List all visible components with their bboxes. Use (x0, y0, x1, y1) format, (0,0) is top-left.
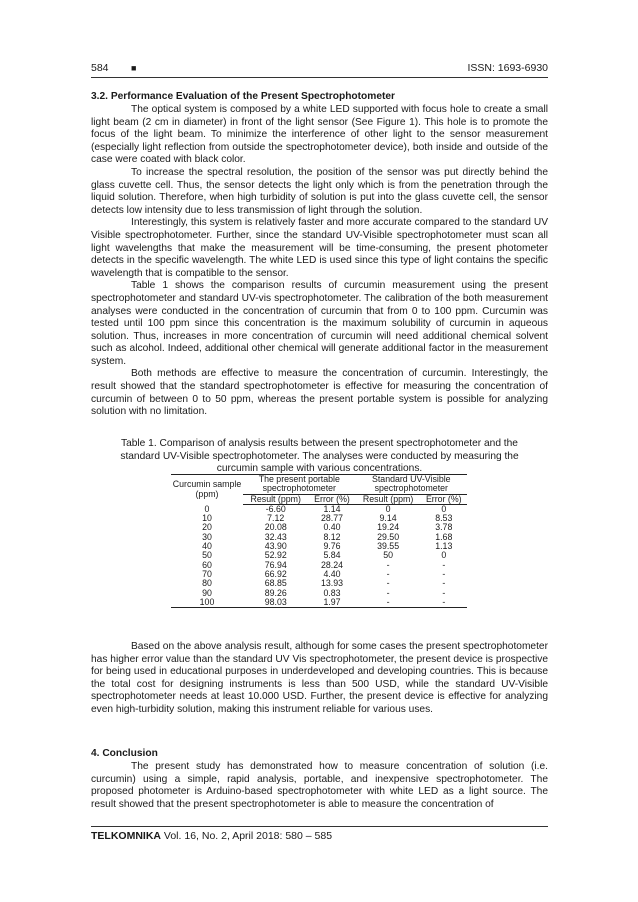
section-3-2-body (91, 104, 548, 419)
table-cell: - (386, 578, 390, 589)
after-table-body (91, 641, 548, 717)
table-body (171, 504, 467, 607)
table-cell: - (442, 587, 446, 598)
table-cell: - (442, 578, 446, 589)
table-cell: 5.84 (323, 550, 341, 561)
table-cell: 100 (171, 598, 243, 608)
journal-name: TELKOMNIKA (91, 830, 161, 842)
section-heading-conclusion: 4. Conclusion (91, 748, 158, 759)
table-row (171, 589, 467, 598)
table-row (171, 542, 467, 551)
paragraph-both-methods: Both methods are effective to measure the concentration of curcumin. Interestingly, the result showed that the standard spectrophotometer is effective for measuring the concentration of curcumin of between 0 to 50 ppm, whereas the present portable system is possible for analyzing solution with no limitation. (91, 368, 548, 418)
table-row (171, 533, 467, 542)
table-cell: 0 (441, 503, 447, 514)
table-cell: - (386, 559, 390, 570)
table-cell: 0 (441, 550, 447, 561)
table-row (171, 561, 467, 570)
table-cell: 50 (202, 550, 212, 561)
table-row (171, 514, 467, 523)
table-cell: 52.92 (264, 550, 287, 561)
paragraph-spectral-resolution: To increase the spectral resolution, the position of the sensor was put directly behind the glass cuvette cell. Thus, the sensor detects the light only which is from the penetration through the liquid solution. Therefore, when high turbidity of solution is put into the glass cuvette cell, the sensor detects low intensity due to less transmission of light through the solution. (91, 166, 548, 216)
table-cell: 4.40 (323, 568, 341, 579)
table-cell: 0 (204, 503, 210, 514)
table-cell: 76.94 (264, 559, 287, 570)
table-cell: 43.90 (264, 541, 287, 552)
sub-header-result: Result (ppm) (243, 494, 308, 504)
table-row (171, 598, 467, 608)
paragraph-optical-system: The optical system is composed by a white LED supported with focus hole to create a small light beam (2 cm in diameter) in front of the light sensor (See Figure 1). This hole is to promote the focus of the light beam. To minimize the interference of other light to the sensor measurement (especially light reflection from outside the spectrophotometer device), both inside and outside of the case were coated with black color. (91, 104, 548, 166)
journal-citation: Vol. 16, No. 2, April 2018: 580 – 585 (163, 830, 333, 842)
table-cell: 9.76 (323, 541, 341, 552)
page-footer (91, 830, 332, 842)
table-cell: - (386, 587, 390, 598)
table-cell: 39.55 (377, 541, 400, 552)
page-number: 584 (91, 62, 109, 74)
table-cell: 60 (202, 559, 212, 570)
table-cell: 30 (202, 531, 212, 542)
table-cell: 3.78 (435, 522, 453, 533)
table-cell: 89.26 (264, 587, 287, 598)
table-row (171, 523, 467, 532)
table-cell: - (442, 559, 446, 570)
conclusion-body (91, 761, 548, 811)
table-row (171, 570, 467, 579)
table-cell: 1.97 (308, 598, 355, 608)
table-cell: 20.08 (264, 522, 287, 533)
table-cell: 0.83 (323, 587, 341, 598)
table-row (171, 579, 467, 588)
table-cell: 1.68 (435, 531, 453, 542)
comparison-table (171, 474, 467, 608)
table-cell: 9.14 (379, 513, 397, 524)
table-cell: -6.60 (265, 503, 286, 514)
table-cell: 50 (383, 550, 393, 561)
header-divider (91, 77, 548, 78)
table-cell: 66.92 (264, 568, 287, 579)
sub-header-result: Result (ppm) (356, 494, 421, 504)
paragraph-interestingly: Interestingly, this system is relatively faster and more accurate compared to the standard UV Visible spectrophotometer. Further, since the standard UV-Visible spectrophotometer must scan all light wavelengths that make the measurement will be time-consuming, the present photometer detects in the specific wavelength. The white LED is used since this type of light contains the specific wavelength that is compatible to the sensor. (91, 217, 548, 279)
table-cell: 32.43 (264, 531, 287, 542)
table-cell: 80 (202, 578, 212, 589)
table-cell: 19.24 (377, 522, 400, 533)
paragraph-conclusion: The present study has demonstrated how to measure concentration of solution (i.e. curcumin) using a simple, rapid analysis, portable, and inexpensive spectrophotometer. The proposed photometer is Arduino-based spectrophotometer with white LED as a light source. The result showed that the present spectrophotometer is able to measure the concentration of (91, 761, 548, 810)
table-cell: 28.77 (321, 513, 344, 524)
table-cell: 0.40 (323, 522, 341, 533)
paragraph-table-description: Table 1 shows the comparison results of curcumin measurement using the present spectrophotometer and standard UV-vis spectrophotometer. The calibration of the both measurement analyses were conducted in the concentration of curcumin that from 0 to 100 ppm. Curcumin was tested until 100 ppm since this concentration is the maximum solubility of curcumin in aqueous solution. Thus, increases in more concentration of curcumin will need additional chemical solvent such as alcohol. Indeed, additional other chemical will generate additional factor in the measurement system. (91, 280, 548, 367)
table-cell: 40 (202, 541, 212, 552)
table-cell: - (421, 598, 467, 608)
table-cell: 70 (202, 568, 212, 579)
table-cell: 1.13 (435, 541, 453, 552)
table-cell: - (356, 598, 421, 608)
group-header-standard: Standard UV-Visible spectrophotometer (356, 475, 467, 495)
table-cell: 0 (385, 503, 391, 514)
table-cell: 20 (202, 522, 212, 533)
group-header-present: The present portable spectrophotometer (243, 475, 356, 495)
square-marker-icon: ■ (131, 63, 137, 73)
table-cell: - (386, 568, 390, 579)
section-heading-3-2: 3.2. Performance Evaluation of the Present Spectrophotometer (91, 91, 396, 102)
table-cell: 28.24 (321, 559, 344, 570)
table-row (171, 504, 467, 514)
sub-header-error: Error (%) (308, 494, 355, 504)
table-cell: 68.85 (264, 578, 287, 589)
table-cell: 29.50 (377, 531, 400, 542)
table-cell: 10 (202, 513, 212, 524)
col-header-sample: Curcumin sample (ppm) (171, 475, 243, 505)
table-cell: 7.12 (267, 513, 285, 524)
table-cell: 8.53 (435, 513, 453, 524)
table-cell: - (442, 568, 446, 579)
paragraph-analysis-result: Based on the above analysis result, although for some cases the present spectrophotometer has higher error value than the standard UV Vis spectrophotometer, the present device is prospective for being used in educational purposes in underdeveloped and developing countries. This is because the total cost for designing instruments is less than 500 USD, while the standard UV-Visible spectrophotometer needs at least 10.000 USD. Further, the present device is effective for analyzing even high-turbidity solution, making this instrument reliable for various uses. (91, 641, 548, 715)
table-caption: Table 1. Comparison of analysis results between the present spectrophotometer and the standard UV-Visible spectrophotometer. The analyses were conducted by measuring the curcumin sample with various concentrations. (120, 438, 519, 475)
table-row (171, 551, 467, 560)
sub-header-error: Error (%) (421, 494, 467, 504)
issn-label: ISSN: 1693-6930 (467, 62, 548, 74)
table-cell: 90 (202, 587, 212, 598)
table-cell: 1.14 (323, 503, 341, 514)
footer-divider (91, 826, 548, 827)
table-cell: 98.03 (243, 598, 308, 608)
table-cell: 8.12 (323, 531, 341, 542)
table-cell: 13.93 (321, 578, 344, 589)
